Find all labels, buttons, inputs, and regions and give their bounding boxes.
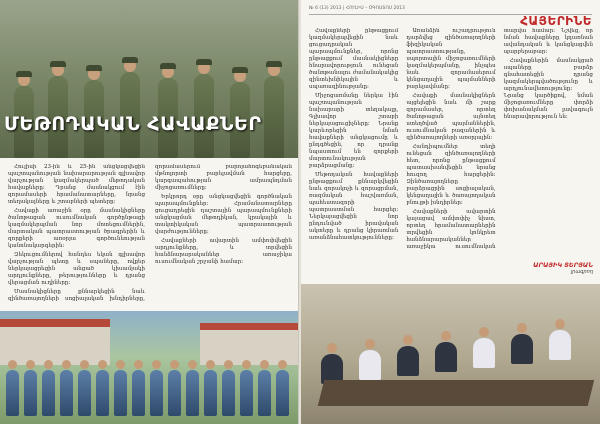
seated-person [473, 338, 495, 368]
person-figure [240, 370, 253, 416]
person-figure [78, 370, 91, 416]
building-roof [0, 319, 110, 327]
person-figure [132, 370, 145, 416]
issue-date: № 6 (13) 2013 | ՀՈՒԼԻՍ – ՕԳՈՍՏՈՍ 2013 [309, 6, 405, 11]
person-figure [186, 370, 199, 416]
person-figure [222, 370, 235, 416]
article-paragraph: Հավաքի մասնակիցներն այցելեցին նաև մի շարք զորամասեր, որտեղ ծանոթացան այնտեղ ստեղծված պայմաններին, ուսումնական բազաներին և զինծառայողների առօրյային։ [406, 93, 496, 141]
person-figure [204, 370, 217, 416]
article-paragraph: Հավաքների ընթացքում կազմակերպվեցին նաև ցուցադրական պարապմունքներ, որոնց ընթացքում մասնակիցները հնարավորություն ունեցան ծանոթանալու ժամանակակից զինտեխնիկային և սպառազինությանը։ [309, 28, 399, 90]
author-role: լրագրող [570, 269, 593, 275]
hero-photo-soldiers [0, 0, 299, 158]
article-paragraph: Հավաքների ավարտին ամփոփվեցին արդյունքները, և տրվեցին հանձնարարականներ առաջիկա ուսումնական շրջանի համար։ [155, 238, 292, 265]
article-paragraph: Զեկուցումներով հանդես եկան գլխավոր վարչության պետը և սպաները, ովքեր ներկայացրեցին անցած կիսամյակի արդյունքները, թերությունները և դրանց վերացման ուղիները։ [8, 252, 145, 286]
article-paragraph: Մեթոդական հավաքների ընթացքում քննարկվեցին նաև զորակոչի և զորացրման, ռազմական հաշվառման, պահեստազորի պատրաստման հարցեր։ Ներկայացվեցին նոր ընդունված իրավական ակտերը և դրանց կիրառման առանձնահատկությունները։ [309, 172, 399, 241]
person-figure [114, 370, 127, 416]
article-paragraph: Հուլիսի 23-ին և 25-ին անցկացվեցին պաշտպանության նախարարության գլխավոր վարչության կազմակերպած մեթոդական հավաքները։ Դրանց մասնակցում էին զորամասերի հրամանատարները, նրանց տեղակալները և շտաբների պետերը։ [8, 164, 145, 205]
article-paragraph: Երկրորդ օրը անցկացվեցին գործնական պարապմունքներ։ Հրամանատարները ցուցադրեցին դաշտային պարապմունքների անցկացման մեթոդիկան, կրակային և տակտիկական պատրաստության վարժությունները։ [155, 194, 292, 235]
seated-person [397, 346, 419, 376]
seated-person [549, 330, 571, 360]
magazine-logo: ՀԱՅԵՐԻՆԵ [520, 14, 592, 28]
conference-table [318, 380, 594, 406]
article-paragraph: Հանդիպումներ տեղի ունեցան զինծառայողների հետ, որոնց ընթացքում պատասխանվեցին նրանց հուզող հարցերին։ Զինծառայողները բարձրացրին սոցիալական, կենցաղային և ծառայողական բնույթի խնդիրներ։ [406, 144, 496, 206]
article-paragraph: Հավաքների ավարտին կայացավ ամփոփիչ նիստ, որտեղ հրամանատարներին տրվեցին կոնկրետ հանձնարարականներ առաջիկա ուսումնական տարվա համար։ Նշվեց, որ նման հավաքները կդառնան ավանդական և կանցկացվեն պարբերաբար։ [406, 28, 593, 250]
right-page [301, 0, 600, 424]
person-figure [24, 370, 37, 416]
article-paragraph: Հավաքներին մասնակցած սպաները բարձր գնահատեցին դրանց կազմակերպվածությունը և արդյունավետությունը։ Նրանց կարծիքով, նման միջոցառումները փորձի փոխանակման լավագույն հնարավորություն են։ [503, 58, 593, 120]
meeting-photo [301, 284, 600, 424]
seated-person [511, 334, 533, 364]
seated-person [435, 342, 457, 372]
person-figure [168, 370, 181, 416]
person-figure [42, 370, 55, 416]
building-roof [200, 323, 299, 330]
article-headline: ՄԵԹՈԴԱԿԱՆ ՀԱՎԱՔՆԵՐ [4, 113, 262, 135]
person-figure [60, 370, 73, 416]
left-page [0, 0, 299, 424]
author-name: ԱՐԱՅԻԿ ՏԵՐՅԱՆ [533, 262, 593, 269]
right-article-text [309, 28, 593, 256]
building [0, 325, 110, 365]
person-figure [150, 370, 163, 416]
person-figure [96, 370, 109, 416]
seated-person [359, 350, 381, 380]
article-paragraph: Հավաքի առաջին օրը մասնակիցները ծանոթացան ուսումնական գործընթացի կազմակերպման նոր մոտեցումներին, մարտական պատրաստության ծրագրերին և զորքերի առօրյա գործունեության կանոնակարգերին։ [8, 208, 145, 249]
group-photo-outdoor [0, 311, 299, 424]
person-figure [276, 370, 289, 416]
article-paragraph: Միջոցառմանը ներկա էին պաշտպանության նախարարի տեղակալը, Գլխավոր շտաբի ներկայացուցիչները։ Նրանք կարևորեցին նման հավաքների անցկացումը և ընդգծեցին, որ դրանք նպաստում են զորքերի մարտունակության բարձրացմանը։ [309, 93, 399, 169]
author-byline [501, 262, 593, 275]
article-paragraph: Առանձին ուշադրություն դարձվեց զինծառայողների ֆիզիկական պատրաստությանը, սպորտային միջոցառումների կազմակերպմանը, ինչպես նաև զորամասերում կենցաղային պայմանների բարելավմանը։ [406, 28, 496, 90]
left-article-text [8, 164, 292, 308]
person-figure [258, 370, 271, 416]
person-figure [6, 370, 19, 416]
article-paragraph: Մասնակիցները քննարկեցին նաև զինծառայողների սոցիալական խնդիրները, զորամասերում բարոյահոգեբանական մթնոլորտի բարելավման հարցերը, կարգապահության ամրապնդման միջոցառումները։ [8, 164, 292, 302]
